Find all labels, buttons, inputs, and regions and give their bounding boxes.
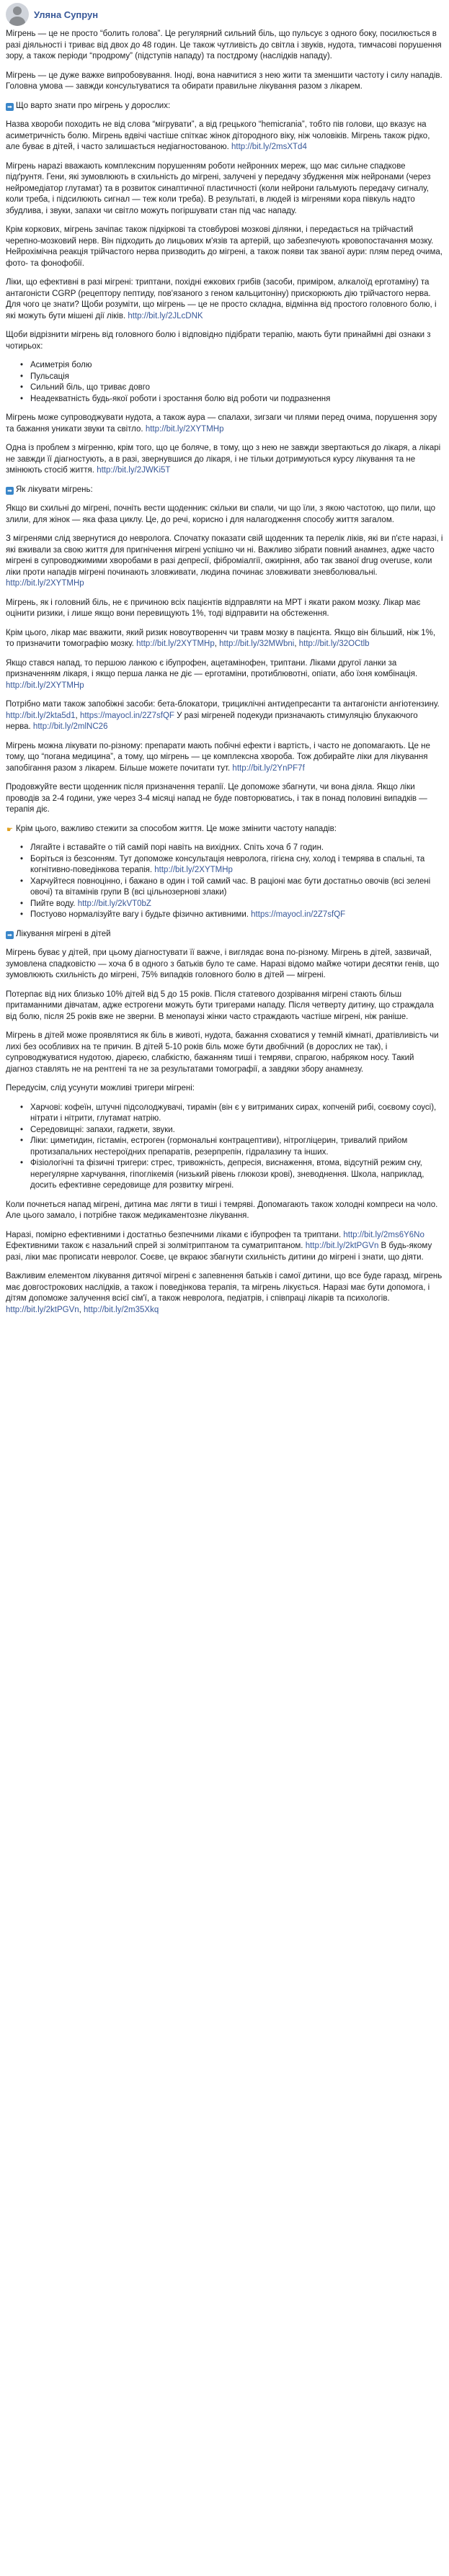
link[interactable]: http://bit.ly/2YnPF7f (232, 763, 305, 773)
link[interactable]: http://bit.ly/2JLcDNK (128, 311, 203, 320)
paragraph-attack-children: Коли почнеться напад мігрені, дитина має лягти в тиші і темряві. Допомагають також холодні компреси на чоло. Але цього замало, і потрібне також медикаментозне лікування. (6, 1200, 438, 1220)
paragraph-genetics: Мігрень нарazi вважають комплексним порушенням роботи нейронних мереж, що має сильне спадкове підґрунтя. Гени, які зумовлюють в схильність до мігрені, залучені у передачу збудження між нейронами (через нейромедіатор глутамат) та в розвиток синаптичної пластичності (коли нейрони гальмують передачу сигналу, коли треба, і підсилюють сигнал — теж коли треба). В результаті, в людей із мігренями кора півкуль надто збудлива, і звуки, запахи чи світло можуть погіршувати стан під час нападу. (6, 161, 431, 215)
link[interactable]: https://mayocl.in/2Z7sfQF (251, 910, 346, 919)
paragraph-hemicrania: Назва хвороби походить не від слова “мігрувати”, а від грецького “hemicrania”, тобто пів голови, що вказує на асиметричність болю. Мігрень вдвічі частіше спіткає жінок дітородного віку, ніж чоловіків. Мігрень також рідко, але буває в дітей, і часто залишається недіагностованою. http://bit.ly/2msXTd4 (6, 120, 430, 151)
list-item: • Середовищні: запахи, гаджети, звуки. (6, 1125, 443, 1136)
link[interactable]: http://bit.ly/2m35Xkq (84, 1305, 159, 1314)
post-header (6, 0, 443, 29)
link[interactable]: http://bit.ly/2kta5d1 (6, 711, 76, 720)
list-item: • Фізіологічні та фізичні тригери: стрес, тривожність, депресія, виснаження, втома, відсутній режим сну, нерегулярне харчування, гіпоглікемія (низький рівень глюкози крові), зневоднення. Школа, наприклад, досить ефективне середовище для розвитку мігрені. (6, 1158, 443, 1192)
list-item: • Сильний біль, що триває довго (6, 382, 443, 394)
link[interactable]: http://bit.ly/32MWbni (219, 639, 295, 648)
link[interactable]: https://mayocl.in/2Z7sfQF (79, 711, 174, 720)
link[interactable]: http://bit.ly/2XYTMHp (6, 579, 84, 588)
lifestyle-list (6, 843, 443, 921)
link[interactable]: http://bit.ly/2msXTd4 (231, 143, 307, 151)
pointing-hand-icon: ☛ (6, 825, 13, 834)
author-name[interactable]: Уляна Супрун (34, 9, 99, 20)
link[interactable]: http://bit.ly/2XYTMHp (145, 424, 224, 434)
list-item: • Неадекватність будь-якої роботи і зростання болю від роботи чи подразнення (6, 394, 443, 405)
list-item: • Боріться із безсонням. Тут допоможе консультація невролога, гігієна сну, холод і темрява в спальні, та когнітивно-поведінкова терапія. http://bit.ly/2XYTMHp (6, 854, 443, 876)
paragraph-neurologist: З мігренями слід звернутися до невролога. Спочатку показати свій щоденник та перелік ліків, які ви п'єте наразі, і які вживали за свою життя для пригнічення мігрені успішно чи ні. Важливо зібрати повний анамнез, адже часто мігрені в супроводжимими хворобами в разі депресії, фіброміалгії, ожиріння, або так званої drug overuse, коли ліки проти нападів мігрені починають зловживати, людина починає зловживати зневболювальні. http://bit.ly/2XYTMHp (6, 534, 443, 588)
list-item: • Лягайте і вставайте о тій самій порі навіть на вихідних. Спіть хоча б 7 годин. (6, 843, 443, 854)
list-item: • Пульсація (6, 372, 443, 383)
list-item: • Пийте воду. http://bit.ly/2kVT0bZ (6, 899, 443, 910)
section-treatment-title: ➡ Як лікувати мігрень: (6, 485, 443, 496)
triggers-list (6, 1103, 443, 1192)
paragraph-complex-disease: Мігрень можна лікувати по-різному: препарати мають побічні ефекти і вартість, і часто не допомагають. Це не тому, що “погана медицина”, а тому, що мігрень — це комплексна хвороба. Тож добирайте ліки для лікування запобігання разом з лікарем. Більше можете почитати тут. http://bit.ly/2YnPF7f (6, 741, 430, 773)
right-arrow-icon: ➡ (6, 931, 14, 939)
list-item: • Асиметрія болю (6, 360, 443, 372)
paragraph-intro-2: Мігрень — це дуже важке випробовування. Іноді, вона навчитися з нею жити та зменшити частоту і силу нападів. Головна умова — завжди консультуватися та обирати правильне лікування разом з лікарем. (6, 71, 443, 91)
list-item: • Харчові: кофеїн, штучні підсолоджувачі, тирамін (він є у витриманих сирах, копченій рибі, соєвому соусі), нітрати і нітрити, глутамат натрію. (6, 1103, 443, 1125)
paragraph-diary: Якщо ви схильні до мігрені, почніть вести щоденник: скільки ви спали, чи що їли, з якою частотою, що пили, що злили, для жінок — яка фаза циклу. Це, до речі, корисно і для налагодження способу життя загалом. (6, 504, 436, 524)
paragraph-preventive: Потрібно мати також запобіжні засоби: бета-блокатори, трициклічні антидепресанти та антагоністи ангіотензину. http://bit.ly/2kta5d1, https://mayocl.in/2Z7sfQF У разі мігреней подекуди призначають стимуляцію блукаючого нерва. http://bit.ly/2mlNC26 (6, 700, 440, 731)
paragraph-trigeminal: Крім коркових, мігрень зачіпає також підкіркові та стовбурові мозкові ділянки, і передається на трійчастий черепно-мозковий нерв. Він підходить до лицьових м'язів та артерій, що забезпечують кровопостачання мозку. Нейрохімічна реакція трійчастого нерва призводить до мігрені, а також появи так званої аури: плям перед очима, фото- та фонофобії. (6, 225, 443, 268)
list-item: • Ліки: циметидин, гістамін, естроген (гормональні контрацептиви), нітрогліцерин, тривалий прийом протизапальних нестероїдних препаратів, резерпрепін, гідралазину та інших. (6, 1136, 443, 1158)
paragraph-children-heredity: Мігрень буває у дітей, при цьому діагностувати її важче, і виглядає вона по-різному. Мігрень в дітей, зазвичай, зумовлена спадковістю — хоча б в одного з батьків було те саме. Наразі відомо майже чотири десятки генів, що зумовлюють схильність до мігрені, 75% випадків головного болю в дітей — мігрені. (6, 948, 440, 979)
criteria-list (6, 360, 443, 405)
section-adults-title: ➡ Що варто знати про мігрень у дорослих: (6, 101, 443, 112)
paragraph-children-medication: Наразі, помірно ефективними і достатньо безпечними ліками є ібупрофен та триптани. http://bit.ly/2ms6Y6No Ефективними також є назальний спрей зі золмітриптаном та суматриптаном. http://bit.ly/2ktPGVn В будь-якому разі, ліки має прописати невролог. Соєве, це вкраює збагнути схильність дитини до мігрені і знати, що діяти. (6, 1230, 432, 1262)
link[interactable]: http://bit.ly/2XYTMHp (154, 866, 233, 874)
paragraph-mri: Мігрень, як і головний біль, не є причиною всіх пацієнтів відправляти на МРТ і якати раком мозку. Лікар має оцінити ризики, і лише якщо вони перевищують 1%, тоді відправити на обстеження. (6, 598, 421, 618)
link[interactable]: http://bit.ly/2ktPGVn (6, 1305, 79, 1314)
paragraph-diagnosis-problem: Одна із проблем з мігренню, крім того, що це боляче, в тому, що з нею не завжди звертаються до лікаря, а лікарі не завжди її діагностують, а в разі, звернувшися до лікаря, і не тільки дотримуються курсу лікування та не змінюють стосіб життя. http://bit.ly/2JWKi5T (6, 444, 441, 475)
paragraph-family-support: Важливим елементом лікування дитячої мігрені є запевнення батьків і самої дитини, що все буде гаразд, мігрень має довгострокових наслідків, а також і поведінкова терапія, та мігрень лікується. Наразі має бути допомога, і дітям допоможе залучення всієї сім'ї, а також невролога, педіатрів, і співпраці лікарів та психологів. http://bit.ly/2ktPGVn, http://bit.ly/2m35Xkq (6, 1272, 443, 1314)
paragraph-intro: Мігрень — це не просто “болить голова”. Це регулярний сильний біль, що пульсує з одного боку, посилюється в разі діяльності і триває від двох до 48 годин. Це також чутливість до світла і звуків, нудота, тимчасові порушення зору, а також періоди “продрому” (підступів нападу) та постдрому (наслідків нападу). (6, 30, 442, 60)
link[interactable]: http://bit.ly/2ms6Y6No (343, 1230, 424, 1239)
paragraph-attack-medication: Якщо стався напад, то першою ланкою є ібупрофен, ацетамінофен, триптани. Ліками другої ланки за призначенням лікаря, і якщо перша ланка не діє — ерготаміни, протиблювотні, опіати, або їхня комбінація. http://bit.ly/2XYTMHp (6, 658, 418, 690)
section-children-title: ➡ Лікування мігрені в дітей (6, 929, 443, 941)
author-avatar[interactable] (6, 3, 29, 26)
link[interactable]: http://bit.ly/2JWKi5T (97, 466, 171, 475)
right-arrow-icon: ➡ (6, 103, 14, 111)
paragraph-diagnosis-criteria: Щоби відрізнити мігрень від головного болю і відповідно підібрати терапію, мають бути принаймні дві ознаки з чотирьох: (6, 331, 431, 351)
link[interactable]: http://bit.ly/32OCtlb (298, 639, 370, 648)
list-item: • Харчуйтеся повноцінно, і бажано в один і той самий час. В раціоні має бути достатньо овочів (всі зелені овочі) та вітамінів групи В (всі цільнозернові злаки) (6, 876, 443, 899)
paragraph-children-prevalence: Потерпає від них близько 10% дітей від 5 до 15 років. Після статевого дозрівання мігрені стають більш притаманними дівчатам, адже естрогени можуть бути тригерами нападу. Після четверту дитину, що страждала від болю, після 25 років вже не зверни. В менопаузі жінки часто страждають частіше мігрені, ніж раніше. (6, 989, 434, 1021)
paragraph-continue-diary: Продовжуйте вести щоденник після призначення терапії. Це допоможе збагнути, чи вона діяла. Якщо ліки проводів за 2-4 години, уже через 3-4 місяці напад не буде повторюватись, і так в понад половині випадків — терапія діє. (6, 783, 427, 814)
link[interactable]: http://bit.ly/2XYTMHp (136, 639, 215, 648)
paragraph-triggers-intro: Передусім, слід усунути можливі тригери мігрені: (6, 1084, 195, 1092)
section-lifestyle-title: ☛ Крім цього, важливо стежити за способом життя. Це може змінити частоту нападів: (6, 824, 337, 834)
link[interactable]: http://bit.ly/2XYTMHp (6, 681, 84, 690)
paragraph-medication-targets: Ліки, що ефективні в разі мігрені: триптани, похідні ежкових грибів (засоби, приміром, алкалоїд ерготаміну) та антагоністи CGRP (рецептору пептиду, пов'язаного з геном кальцитоніну) прискорюють дію трійчастого нерва. Для чого це знати? Щоби розуміти, що мігрень — це не просто складна, відмінна від простого головного болю, і які можуть бути мішені дії ліків. http://bit.ly/2JLcDNK (6, 278, 437, 320)
post-body (6, 29, 443, 1316)
paragraph-aura: Мігрень може супроводжувати нудота, а також аура — спалахи, зигзаги чи плями перед очима, порушення зору та бажання уникати звуки та світло. http://bit.ly/2XYTMHp (6, 413, 437, 434)
link[interactable]: http://bit.ly/2mlNC26 (32, 722, 108, 731)
list-item: • Постуово нормалізуйте вагу і будьте фізично активними. https://mayocl.in/2Z7sfQF (6, 910, 443, 921)
paragraph-children-symptoms: Мігрень в дітей може проявлятися як біль в животі, нудота, бажання сховатися у темній кімнаті, дратівливість чи лихі без особливих на те причин. В дітей 5-10 років біль може бути двобічний (в дорослих не так), і супроводжуватися нудотою, діареєю, слабкістю, бажанням тиші і темряви, спрагою, набряком носу. Такий діагноз ставлять не на рентгені та не за результатами томографії, а завдяки збору анамнезу. (6, 1031, 439, 1074)
right-arrow-icon: ➡ (6, 487, 14, 495)
link[interactable]: http://bit.ly/2ktPGVn (305, 1242, 379, 1250)
paragraph-tomography: Крім цього, лікар має вважити, який ризик новоутвореннч чи травм мозку в пацієнта. Якщо він більший, ніж 1%, то призначити томографію мозку. http://bit.ly/2XYTMHp, http://bit.ly/32MWbni, http://bit.ly/32OCtlb (6, 628, 436, 648)
link[interactable]: http://bit.ly/2kVT0bZ (77, 899, 151, 908)
